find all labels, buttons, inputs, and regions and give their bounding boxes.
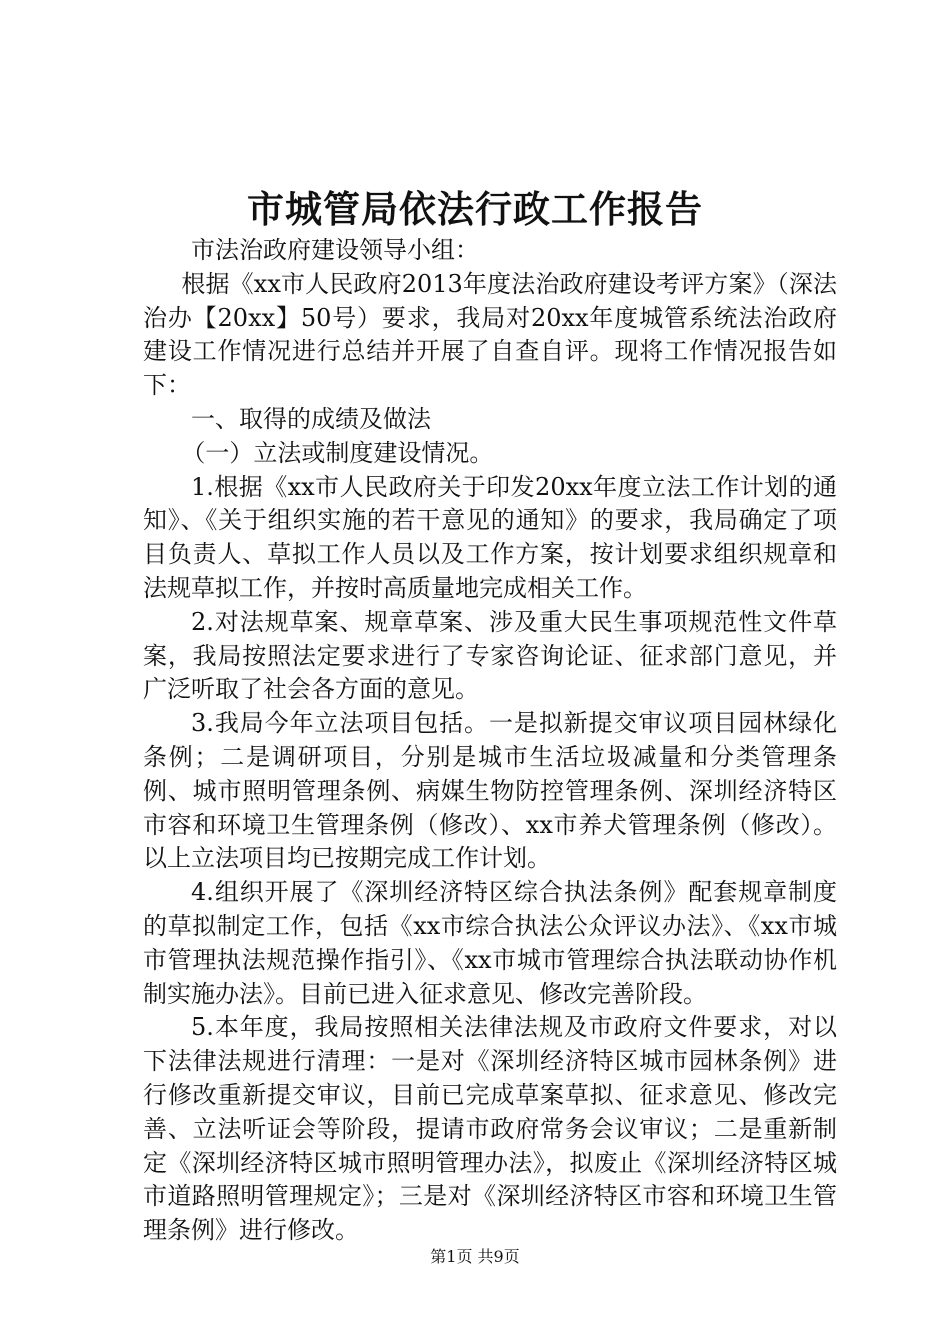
- paragraph-item-1: 1.根据《xx市人民政府关于印发20xx年度立法工作计划的通知》、《关于组织实施的若干意见的通知》的要求，我局确定了项目负责人、草拟工作人员以及工作方案，按计划要求组织规章和法规草拟工作，并按时高质量地完成相关工作。: [143, 472, 837, 602]
- paragraph-intro: 根据《xx市人民政府2013年度法治政府建设考评方案》（深法治办【20xx】50号）要求，我局对20xx年度城管系统法治政府建设工作情况进行总结并开展了自查自评。现将工作情况报告如下：: [143, 269, 837, 400]
- paragraph-item-2: 2.对法规草案、规章草案、涉及重大民生事项规范性文件草案，我局按照法定要求进行了专家咨询论证、征求部门意见，并广泛听取了社会各方面的意见。: [143, 607, 837, 704]
- page-footer: 第1页 共9页: [430, 1247, 520, 1266]
- section-heading: 一、取得的成绩及做法: [191, 404, 431, 433]
- paragraph-item-3: 3.我局今年立法项目包括。一是拟新提交审议项目园林绿化条例；二是调研项目，分别是城市生活垃圾减量和分类管理条例、城市照明管理条例、病媒生物防控管理条例、深圳经济特区市容和环境卫生管理条例（修改）、xx市养犬管理条例（修改）。以上立法项目均已按期完成工作计划。: [143, 709, 837, 873]
- document-body: [143, 234, 837, 1248]
- salutation: 市法治政府建设领导小组：: [191, 236, 479, 264]
- subsection-heading: （一）立法或制度建设情况。: [181, 438, 494, 467]
- document-title: 市城管局依法行政工作报告: [247, 187, 703, 231]
- paragraph-item-4: 4.组织开展了《深圳经济特区综合执法条例》配套规章制度的草拟制定工作，包括《xx市综合执法公众评议办法》、《xx市城市管理执法规范操作指引》、《xx市城市管理综合执法联动协作机制实施办法》。目前已进入征求意见、修改完善阶段。: [143, 878, 837, 1008]
- paragraph-item-5: 5.本年度，我局按照相关法律法规及市政府文件要求，对以下法律法规进行清理：一是对《深圳经济特区城市园林条例》进行修改重新提交审议，目前已完成草案草拟、征求意见、修改完善、立法听证会等阶段，提请市政府常务会议审议；二是重新制定《深圳经济特区城市照明管理办法》，拟废止《深圳经济特区城市道路照明管理规定》；三是对《深圳经济特区市容和环境卫生管理条例》进行修改。: [143, 1013, 837, 1245]
